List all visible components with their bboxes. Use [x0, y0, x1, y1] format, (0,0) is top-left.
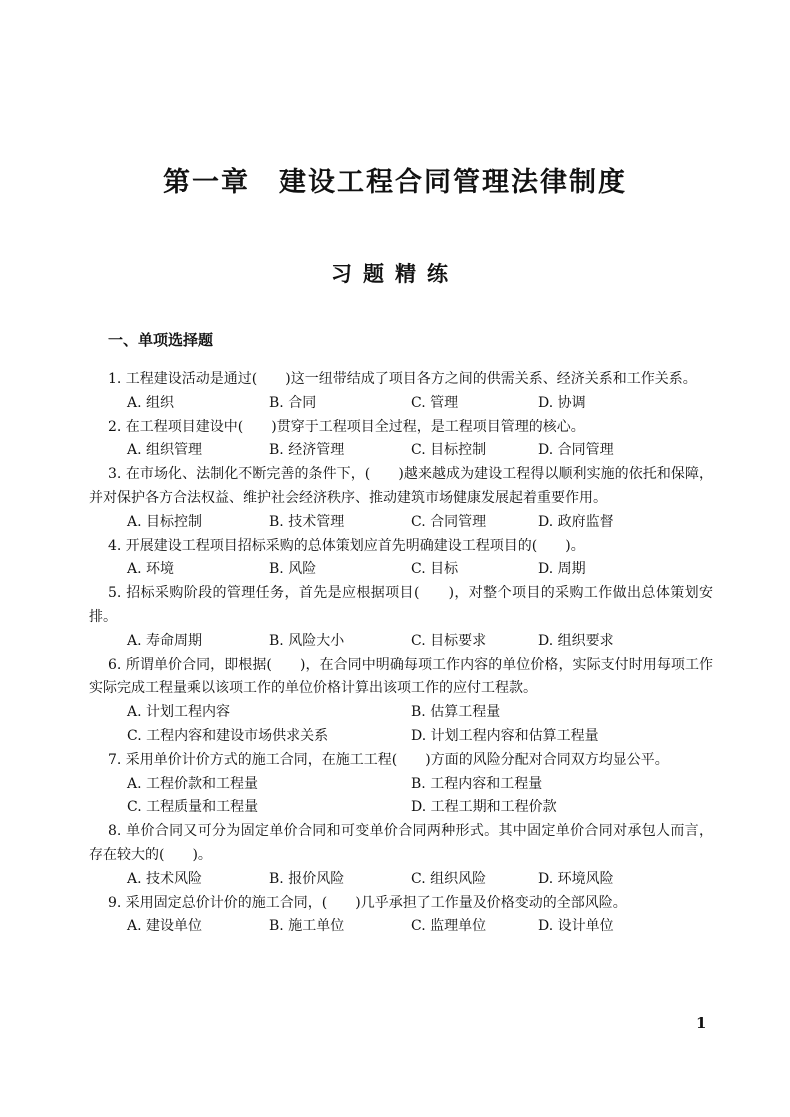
option-a: A. 组织管理	[127, 442, 203, 459]
question-stem: 7. 采用单价计价方式的施工合同，在施工工程( )方面的风险分配对合同双方均显公平。	[108, 751, 669, 768]
question-item	[89, 463, 713, 534]
option-d: D. 设计单位	[538, 918, 614, 935]
option-b: B. 报价风险	[269, 870, 345, 887]
option-c: C. 管理	[411, 394, 459, 411]
option-b: B. 风险	[269, 561, 317, 578]
option-c: C. 目标要求	[411, 632, 487, 649]
option-c: C. 目标	[411, 561, 459, 578]
option-b: B. 风险大小	[269, 632, 345, 649]
option-a: A. 组织	[127, 394, 175, 411]
option-b: B. 估算工程量	[411, 704, 501, 721]
option-c: C. 工程质量和工程量	[127, 799, 259, 816]
part-heading: 一、单项选择题	[108, 331, 214, 349]
question-item	[89, 654, 713, 749]
option-c: C. 工程内容和建设市场供求关系	[127, 727, 329, 744]
answer-options	[89, 701, 713, 749]
question-item	[89, 582, 713, 653]
option-a: A. 工程价款和工程量	[127, 775, 259, 792]
option-a: A. 寿命周期	[127, 632, 203, 649]
option-a: A. 建设单位	[127, 918, 203, 935]
option-d: D. 计划工程内容和估算工程量	[411, 727, 599, 744]
option-d: D. 组织要求	[538, 632, 614, 649]
question-item	[89, 820, 713, 891]
option-b: B. 技术管理	[269, 513, 345, 530]
option-d: D. 工程工期和工程价款	[411, 799, 557, 816]
answer-options	[89, 439, 713, 463]
option-a: A. 环境	[127, 561, 175, 578]
answer-options	[89, 868, 713, 892]
question-item	[89, 416, 713, 464]
option-c: C. 监理单位	[411, 918, 487, 935]
question-list	[89, 368, 713, 939]
option-d: D. 环境风险	[538, 870, 614, 887]
question-stem: 1. 工程建设活动是通过( )这一纽带结成了项目各方之间的供需关系、经济关系和工作关系。	[108, 371, 697, 387]
chapter-title: 第一章 建设工程合同管理法律制度	[163, 167, 627, 198]
question-stem: 3. 在市场化、法制化不断完善的条件下，( )越来越成为建设工程得以顺利实施的依托和保障，并对保护各方合法权益、维护社会经济秩序、推动建筑市场健康发展起着重要作用。	[89, 466, 713, 506]
option-b: B. 施工单位	[269, 918, 345, 935]
question-stem: 8. 单价合同又可分为固定单价合同和可变单价合同两种形式。其中固定单价合同对承包人而言，存在较大的( )。	[89, 823, 713, 863]
option-c: C. 目标控制	[411, 442, 487, 459]
answer-options	[89, 773, 713, 821]
option-d: D. 协调	[538, 394, 586, 411]
option-d: D. 合同管理	[538, 442, 614, 459]
option-a: A. 目标控制	[127, 513, 203, 530]
option-b: B. 合同	[269, 394, 317, 411]
question-stem: 6. 所谓单价合同，即根据( )，在合同中明确每项工作内容的单位价格，实际支付时用每项工作实际完成工程量乘以该项工作的单位价格计算出该项工作的应付工程款。	[89, 656, 713, 697]
question-item	[89, 368, 713, 416]
section-title: 习题精练	[331, 262, 459, 286]
question-stem: 2. 在工程项目建设中( )贯穿于工程项目全过程，是工程项目管理的核心。	[108, 418, 585, 435]
question-stem: 4. 开展建设工程项目招标采购的总体策划应首先明确建设工程项目的( )。	[108, 537, 585, 554]
option-d: D. 周期	[538, 561, 586, 578]
question-stem: 9. 采用固定总价计价的施工合同，( )几乎承担了工作量及价格变动的全部风险。	[108, 894, 627, 911]
option-a: A. 计划工程内容	[127, 704, 231, 721]
option-c: C. 组织风险	[411, 870, 487, 887]
question-stem: 5. 招标采购阶段的管理任务，首先是应根据项目( )，对整个项目的采购工作做出总体策划安排。	[89, 585, 713, 625]
option-b: B. 经济管理	[269, 442, 345, 459]
option-d: D. 政府监督	[538, 513, 614, 530]
question-item	[89, 892, 713, 940]
option-a: A. 技术风险	[127, 870, 203, 887]
question-item	[89, 749, 713, 820]
answer-options	[89, 558, 713, 582]
question-item	[89, 535, 713, 583]
page-number: 1	[696, 1014, 707, 1032]
answer-options	[89, 915, 713, 939]
answer-options	[89, 630, 713, 654]
answer-options	[89, 392, 713, 416]
option-b: B. 工程内容和工程量	[411, 775, 543, 792]
option-c: C. 合同管理	[411, 513, 487, 530]
answer-options	[89, 511, 713, 535]
